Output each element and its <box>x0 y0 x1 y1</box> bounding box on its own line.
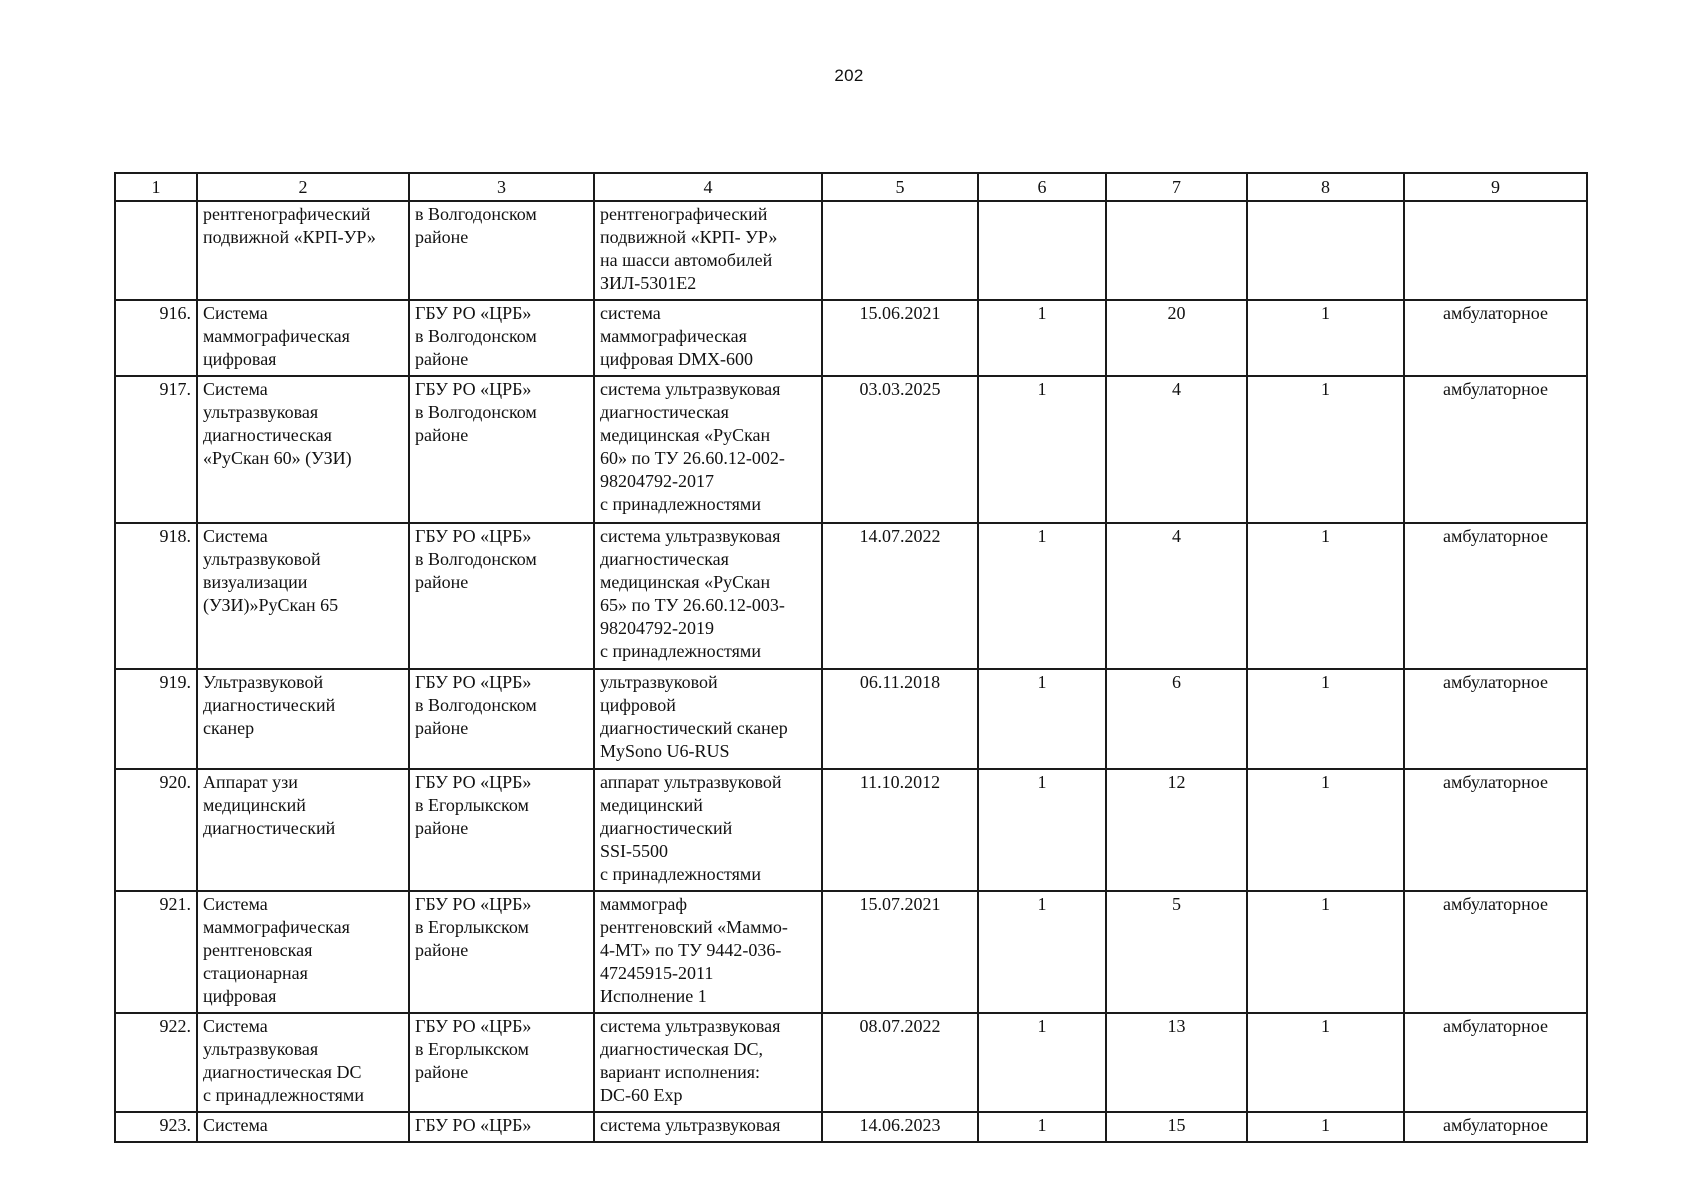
table-row <box>115 769 1587 891</box>
care-type: амбулаторное <box>1404 1112 1587 1142</box>
equipment-name: Система ультразвуковой визуализации (УЗИ)»РуСкан 65 <box>197 523 409 669</box>
column-header: 1 <box>115 173 197 201</box>
row-number: 923. <box>115 1112 197 1142</box>
years: 12 <box>1106 769 1247 891</box>
organization: ГБУ РО «ЦРБ» в Егорлыкском районе <box>409 891 594 1013</box>
model-description: система ультразвуковая диагностическая медицинская «РуСкан 60» по ТУ 26.60.12-002- 98204792-2017 с принадлежностями <box>594 376 822 523</box>
quantity: 1 <box>978 769 1106 891</box>
equipment-name: рентгенографический подвижной «КРП-УР» <box>197 201 409 300</box>
units: 1 <box>1247 891 1404 1013</box>
column-header: 4 <box>594 173 822 201</box>
units: 1 <box>1247 1112 1404 1142</box>
date: 14.06.2023 <box>822 1112 978 1142</box>
organization: ГБУ РО «ЦРБ» в Волгодонском районе <box>409 523 594 669</box>
model-description: аппарат ультразвуковой медицинский диагностический SSI-5500 с принадлежностями <box>594 769 822 891</box>
model-description: система ультразвуковая диагностическая медицинская «РуСкан 65» по ТУ 26.60.12-003- 98204792-2019 с принадлежностями <box>594 523 822 669</box>
model-description: система маммографическая цифровая DMX-600 <box>594 300 822 376</box>
equipment-name: Система <box>197 1112 409 1142</box>
page-number: 202 <box>834 66 864 85</box>
years: 20 <box>1106 300 1247 376</box>
date: 03.03.2025 <box>822 376 978 523</box>
equipment-name: Система маммографическая цифровая <box>197 300 409 376</box>
years: 15 <box>1106 1112 1247 1142</box>
quantity: 1 <box>978 669 1106 769</box>
date: 08.07.2022 <box>822 1013 978 1112</box>
quantity: 1 <box>978 1112 1106 1142</box>
years: 6 <box>1106 669 1247 769</box>
column-header: 9 <box>1404 173 1587 201</box>
row-number: 916. <box>115 300 197 376</box>
table-row <box>115 523 1587 669</box>
years: 13 <box>1106 1013 1247 1112</box>
row-number: 918. <box>115 523 197 669</box>
years: 4 <box>1106 523 1247 669</box>
care-type: амбулаторное <box>1404 300 1587 376</box>
table-header-row <box>115 173 1587 201</box>
model-description: система ультразвуковая диагностическая DC, вариант исполнения: DC-60 Exp <box>594 1013 822 1112</box>
organization: ГБУ РО «ЦРБ» в Волгодонском районе <box>409 300 594 376</box>
quantity: 1 <box>978 376 1106 523</box>
column-header: 2 <box>197 173 409 201</box>
equipment-name: Система маммографическая рентгеновская стационарная цифровая <box>197 891 409 1013</box>
care-type: амбулаторное <box>1404 669 1587 769</box>
table-row <box>115 201 1587 300</box>
years: 5 <box>1106 891 1247 1013</box>
units: 1 <box>1247 669 1404 769</box>
equipment-name: Ультразвуковой диагностический сканер <box>197 669 409 769</box>
units: 1 <box>1247 769 1404 891</box>
table-row <box>115 669 1587 769</box>
care-type: амбулаторное <box>1404 891 1587 1013</box>
column-header: 6 <box>978 173 1106 201</box>
years: 4 <box>1106 376 1247 523</box>
equipment-name: Аппарат узи медицинский диагностический <box>197 769 409 891</box>
care-type: амбулаторное <box>1404 769 1587 891</box>
care-type: амбулаторное <box>1404 376 1587 523</box>
date <box>822 201 978 300</box>
column-header: 5 <box>822 173 978 201</box>
quantity: 1 <box>978 891 1106 1013</box>
organization: ГБУ РО «ЦРБ» <box>409 1112 594 1142</box>
model-description: маммограф рентгеновский «Маммо- 4-МТ» по ТУ 9442-036- 47245915-2011 Исполнение 1 <box>594 891 822 1013</box>
model-description: рентгенографический подвижной «КРП- УР» на шасси автомобилей ЗИЛ-5301Е2 <box>594 201 822 300</box>
row-number: 917. <box>115 376 197 523</box>
model-description: система ультразвуковая <box>594 1112 822 1142</box>
units: 1 <box>1247 376 1404 523</box>
quantity: 1 <box>978 1013 1106 1112</box>
care-type: амбулаторное <box>1404 1013 1587 1112</box>
equipment-name: Система ультразвуковая диагностическая DC с принадлежностями <box>197 1013 409 1112</box>
care-type <box>1404 201 1587 300</box>
table-row <box>115 376 1587 523</box>
row-number: 922. <box>115 1013 197 1112</box>
organization: ГБУ РО «ЦРБ» в Егорлыкском районе <box>409 1013 594 1112</box>
organization: ГБУ РО «ЦРБ» в Волгодонском районе <box>409 669 594 769</box>
column-header: 7 <box>1106 173 1247 201</box>
quantity <box>978 201 1106 300</box>
organization: ГБУ РО «ЦРБ» в Егорлыкском районе <box>409 769 594 891</box>
units: 1 <box>1247 300 1404 376</box>
equipment-name: Система ультразвуковая диагностическая «РуСкан 60» (УЗИ) <box>197 376 409 523</box>
table-row <box>115 1013 1587 1112</box>
date: 06.11.2018 <box>822 669 978 769</box>
column-header: 3 <box>409 173 594 201</box>
table-row <box>115 300 1587 376</box>
quantity: 1 <box>978 300 1106 376</box>
organization: в Волгодонском районе <box>409 201 594 300</box>
date: 15.06.2021 <box>822 300 978 376</box>
date: 11.10.2012 <box>822 769 978 891</box>
equipment-table <box>114 172 1588 1143</box>
row-number: 921. <box>115 891 197 1013</box>
years <box>1106 201 1247 300</box>
organization: ГБУ РО «ЦРБ» в Волгодонском районе <box>409 376 594 523</box>
units: 1 <box>1247 1013 1404 1112</box>
row-number: 920. <box>115 769 197 891</box>
date: 15.07.2021 <box>822 891 978 1013</box>
table-row <box>115 1112 1587 1142</box>
row-number <box>115 201 197 300</box>
care-type: амбулаторное <box>1404 523 1587 669</box>
row-number: 919. <box>115 669 197 769</box>
quantity: 1 <box>978 523 1106 669</box>
table-row <box>115 891 1587 1013</box>
date: 14.07.2022 <box>822 523 978 669</box>
units <box>1247 201 1404 300</box>
units: 1 <box>1247 523 1404 669</box>
column-header: 8 <box>1247 173 1404 201</box>
model-description: ультразвуковой цифровой диагностический сканер MySono U6-RUS <box>594 669 822 769</box>
